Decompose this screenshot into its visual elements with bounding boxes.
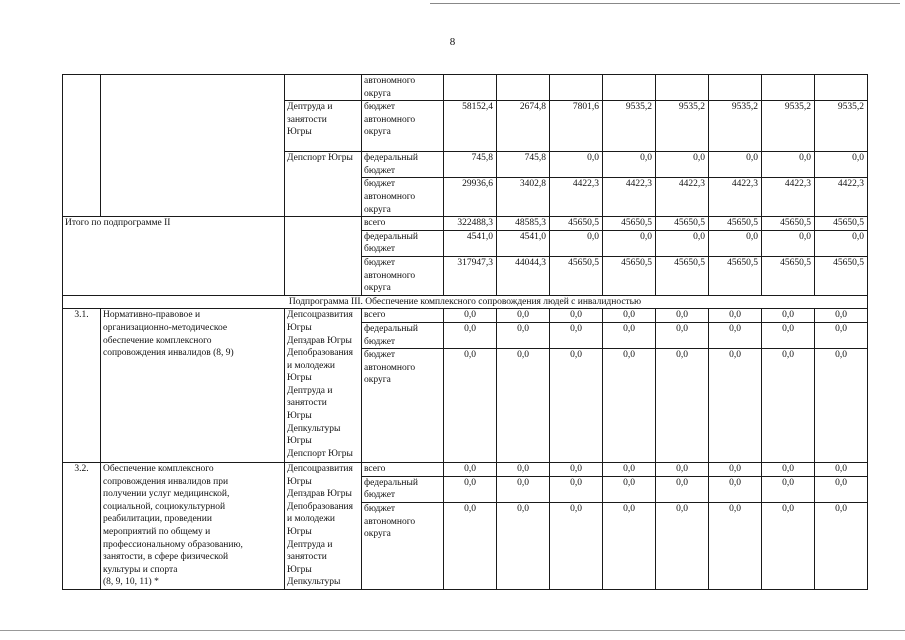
value-cell: 58152,4: [444, 101, 497, 152]
value-cell: 0,0: [656, 322, 709, 348]
table-row: [63, 463, 868, 477]
value-cell: 0,0: [603, 503, 656, 590]
value-cell: 0,0: [603, 476, 656, 502]
value-cell: 0,0: [709, 503, 762, 590]
value-cell: 0,0: [709, 349, 762, 463]
source-cell: бюджет автономного округа: [362, 503, 444, 590]
executor-cell: Депсоцразвития Югры Депздрав Югры Депобразования и молодежи Югры Дептруда и занятости Югры Депкультуры Югры Депспорт Югры: [285, 309, 362, 463]
value-cell: 0,0: [762, 152, 815, 178]
executor-cell: Депсоцразвития Югры Депздрав Югры Депобразования и молодежи Югры Дептруда и занятости Югры Депкультуры: [285, 463, 362, 590]
source-cell: федеральный бюджет: [362, 322, 444, 348]
value-cell: 45650,5: [603, 217, 656, 231]
item-number: 3.1.: [63, 309, 101, 463]
item-number: 3.2.: [63, 463, 101, 590]
page-number: 8: [449, 36, 456, 48]
value-cell: 0,0: [709, 322, 762, 348]
value-cell: 745,8: [497, 152, 550, 178]
value-cell: 0,0: [550, 463, 603, 477]
subprogram-heading: Подпрограмма III. Обеспечение комплексного сопровождения людей с инвалидностью: [63, 295, 868, 309]
table-row: [63, 295, 868, 309]
value-cell: 0,0: [603, 152, 656, 178]
item-name: Нормативно-правовое и организационно-методическое обеспечение комплексного сопровождения инвалидов (8, 9): [101, 309, 285, 463]
source-cell: бюджет автономного округа: [362, 256, 444, 295]
value-cell: 7801,6: [550, 101, 603, 152]
value-cell: 45650,5: [550, 256, 603, 295]
value-cell: 0,0: [709, 152, 762, 178]
value-cell: 0,0: [656, 309, 709, 323]
value-cell: 45650,5: [656, 256, 709, 295]
value-cell: 0,0: [656, 349, 709, 463]
scan-top-edge: [430, 3, 900, 4]
value-cell: 0,0: [444, 463, 497, 477]
name-cell: [101, 75, 285, 217]
value-cell: 0,0: [762, 463, 815, 477]
value-cell: 4541,0: [497, 230, 550, 256]
value-cell: 0,0: [709, 309, 762, 323]
value-cell: 0,0: [815, 152, 868, 178]
value-cell: 0,0: [550, 503, 603, 590]
value-cell: 45650,5: [709, 256, 762, 295]
value-cell: 45650,5: [762, 256, 815, 295]
value-cell: 0,0: [656, 230, 709, 256]
value-cell: 4422,3: [815, 178, 868, 217]
value-cell: 0,0: [444, 349, 497, 463]
value-cell: 0,0: [762, 309, 815, 323]
value-cell: 45650,5: [709, 217, 762, 231]
value-cell: 4422,3: [762, 178, 815, 217]
value-cell: 0,0: [497, 309, 550, 323]
value-cell: 9535,2: [656, 101, 709, 152]
value-cell: 0,0: [709, 230, 762, 256]
value-cell: 4422,3: [656, 178, 709, 217]
value-cell: 0,0: [497, 463, 550, 477]
value-cell: 45650,5: [603, 256, 656, 295]
value-cell: 9535,2: [815, 101, 868, 152]
source-cell: федеральный бюджет: [362, 476, 444, 502]
value-cell: 2674,8: [497, 101, 550, 152]
executor-cell: Депспорт Югры: [285, 152, 362, 217]
value-cell: 9535,2: [709, 101, 762, 152]
value-cell: 0,0: [815, 476, 868, 502]
value-cell: 0,0: [762, 230, 815, 256]
value-cell: 0,0: [550, 230, 603, 256]
value-cell: 48585,3: [497, 217, 550, 231]
value-cell: 45650,5: [550, 217, 603, 231]
value-cell: 3402,8: [497, 178, 550, 217]
source-cell: федеральный бюджет: [362, 152, 444, 178]
value-cell: 45650,5: [815, 217, 868, 231]
value-cell: 0,0: [497, 476, 550, 502]
value-cell: 0,0: [656, 503, 709, 590]
value-cell: 0,0: [656, 152, 709, 178]
budget-table: [62, 74, 868, 590]
value-cell: 317947,3: [444, 256, 497, 295]
value-cell: 4541,0: [444, 230, 497, 256]
value-cell: 0,0: [550, 349, 603, 463]
value-cell: 745,8: [444, 152, 497, 178]
value-cell: 0,0: [550, 152, 603, 178]
executor-cell: Дептруда и занятости Югры: [285, 101, 362, 152]
total-label: Итого по подпрограмме II: [63, 217, 285, 296]
value-cell: 322488,3: [444, 217, 497, 231]
value-cell: 0,0: [550, 322, 603, 348]
source-cell: бюджет автономного округа: [362, 178, 444, 217]
value-cell: 0,0: [444, 503, 497, 590]
value-cell: 4422,3: [709, 178, 762, 217]
value-cell: 0,0: [550, 309, 603, 323]
value-cell: 0,0: [444, 476, 497, 502]
table-row: [63, 309, 868, 323]
value-cell: 0,0: [603, 322, 656, 348]
value-cell: 45650,5: [762, 217, 815, 231]
value-cell: 44044,3: [497, 256, 550, 295]
table-row: [63, 217, 868, 231]
value-cell: 0,0: [815, 503, 868, 590]
value-cell: 0,0: [497, 349, 550, 463]
value-cell: 0,0: [815, 463, 868, 477]
source-cell: всего: [362, 463, 444, 477]
number-cell: [63, 75, 101, 217]
value-cell: 0,0: [762, 349, 815, 463]
source-cell: бюджет автономного округа: [362, 349, 444, 463]
source-cell: автономного округа: [362, 75, 444, 101]
value-cell: 0,0: [656, 476, 709, 502]
value-cell: 0,0: [815, 322, 868, 348]
value-cell: 9535,2: [762, 101, 815, 152]
value-cell: 0,0: [815, 230, 868, 256]
scan-bottom-edge: [0, 630, 905, 631]
value-cell: 0,0: [497, 503, 550, 590]
value-cell: 0,0: [603, 349, 656, 463]
value-cell: 9535,2: [603, 101, 656, 152]
source-cell: всего: [362, 309, 444, 323]
value-cell: 0,0: [603, 309, 656, 323]
value-cell: 0,0: [815, 349, 868, 463]
value-cell: 0,0: [603, 463, 656, 477]
value-cell: 0,0: [656, 463, 709, 477]
value-cell: 0,0: [762, 322, 815, 348]
value-cell: 0,0: [762, 476, 815, 502]
value-cell: 4422,3: [603, 178, 656, 217]
value-cell: 45650,5: [815, 256, 868, 295]
item-name: Обеспечение комплексного сопровождения инвалидов при получении услуг медицинской, социальной, социокультурной реабилитации, проведении мероприятий по общему и профессиональному образованию, занятости, в сфере физической культуры и спорта (8, 9, 10, 11) *: [101, 463, 285, 590]
source-cell: всего: [362, 217, 444, 231]
value-cell: 0,0: [815, 309, 868, 323]
value-cell: 0,0: [603, 230, 656, 256]
value-cell: 0,0: [709, 463, 762, 477]
executor-cell: [285, 217, 362, 296]
executor-cell: [285, 75, 362, 101]
value-cell: 0,0: [709, 476, 762, 502]
source-cell: бюджет автономного округа: [362, 101, 444, 152]
value-cell: 0,0: [444, 309, 497, 323]
value-cell: 0,0: [550, 476, 603, 502]
value-cell: 29936,6: [444, 178, 497, 217]
value-cell: 4422,3: [550, 178, 603, 217]
value-cell: 0,0: [762, 503, 815, 590]
value-cell: 45650,5: [656, 217, 709, 231]
source-cell: федеральный бюджет: [362, 230, 444, 256]
table-row: [63, 75, 868, 101]
value-cell: 0,0: [444, 322, 497, 348]
value-cell: 0,0: [497, 322, 550, 348]
